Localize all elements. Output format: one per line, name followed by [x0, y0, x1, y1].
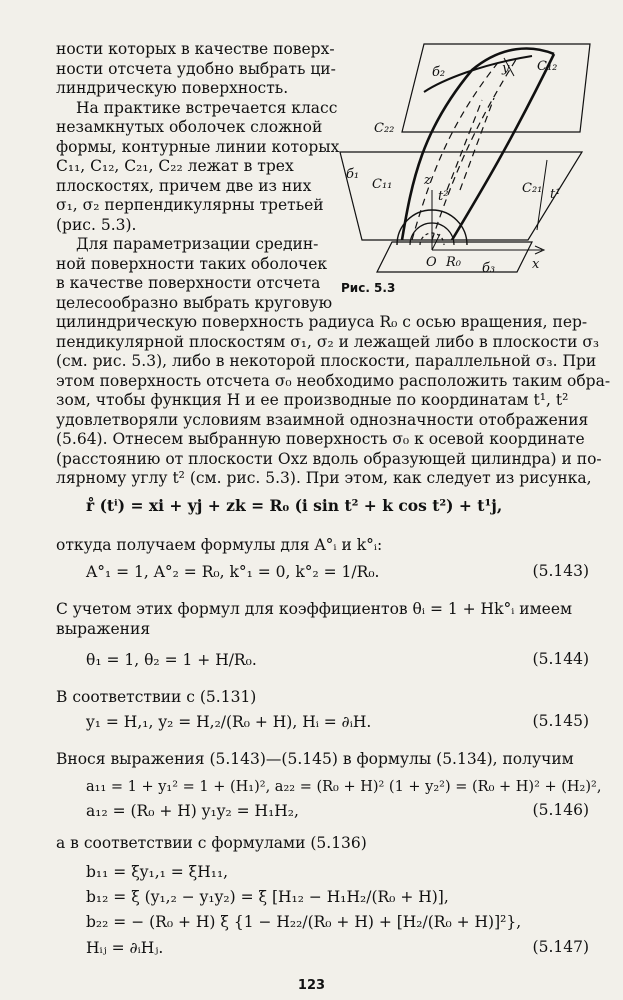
text-line: C₁₁, C₁₂, C₂₁, C₂₂ лежат в трех: [56, 157, 294, 175]
label-b1: б₁: [346, 167, 360, 182]
text-line: Для параметризации средин-: [76, 235, 319, 253]
text-line: этом поверхность отсчета σ₀ необходимо расположить таким обра-: [56, 371, 611, 390]
text-line: ности которых в качестве поверх-: [56, 40, 335, 58]
text-line: (5.64). Отнесем выбранную поверхность σ₀ к осевой координате: [56, 430, 585, 448]
formula-5-146-line2: a₁₂ = (R₀ + H) y₁y₂ = H₁H₂,: [86, 802, 299, 820]
body-paragraph: [56, 313, 611, 489]
formula-5-147-line3: b₂₂ = − (R₀ + H) ξ {1 − H₂₂/(R₀ + H) + [H₂/(R₀ + H)]²},: [86, 913, 522, 931]
equation-number: (5.146): [532, 801, 589, 819]
page-number: 123: [297, 978, 326, 993]
label-o: O: [426, 255, 437, 270]
label-t1: t¹: [550, 187, 561, 202]
label-c21: C₂₁: [522, 181, 543, 196]
text-line: удовлетворяли условиям взаимной однозначности отображения: [56, 410, 589, 429]
column-paragraph: [56, 40, 340, 313]
figure-caption: Рис. 5.3: [341, 281, 396, 295]
text-line: Внося выражения (5.143)—(5.145) в формулы (5.134), получим: [56, 750, 574, 768]
formula-5-143: A°₁ = 1, A°₂ = R₀, k°₁ = 0, k°₂ = 1/R₀.: [86, 563, 380, 581]
text-line: плоскостях, причем две из них: [56, 176, 312, 195]
text-line: незамкнутых оболочек сложной: [56, 118, 323, 136]
label-c22: C₂₂: [374, 121, 395, 136]
label-z: z: [424, 173, 431, 188]
text-line: (см. рис. 5.3), либо в некоторой плоскости, параллельной σ₃. При: [56, 352, 597, 370]
label-x: x: [532, 257, 540, 272]
formula-5-144: θ₁ = 1, θ₂ = 1 + H/R₀.: [86, 651, 257, 669]
text-line: выражения: [56, 619, 151, 638]
text-line: линдрическую поверхность.: [56, 79, 289, 97]
label-b3: б₃: [482, 261, 496, 276]
equation-number: (5.143): [532, 562, 589, 580]
text-line: (расстоянию от плоскости Oxz вдоль образующей цилиндра) и по-: [56, 449, 602, 468]
label-c12: C₁₂: [537, 59, 558, 74]
text-line: На практике встречается класс: [76, 98, 338, 117]
equation-number: (5.147): [532, 938, 589, 956]
formula-5-145: y₁ = H,₁, y₂ = H,₂/(R₀ + H), Hᵢ = ∂ᵢH.: [86, 713, 372, 731]
text-line: В соответствии с (5.131): [56, 688, 257, 706]
formula-position-vector: r̊ (tⁱ) = xi + yj + zk = R₀ (i sin t² + k cos t²) + t¹j,: [86, 496, 503, 515]
label-r0: R₀: [446, 255, 461, 270]
formula-5-147-line2: b₁₂ = ξ (y₁,₂ − y₁y₂) = ξ [H₁₂ − H₁H₂/(R₀ + H)],: [86, 888, 449, 906]
text-line: а в соответствии с формулами (5.136): [56, 834, 367, 852]
text-line: целесообразно выбрать круговую: [56, 293, 333, 312]
figure-5-3: [332, 40, 594, 288]
label-b2: б₂: [432, 65, 446, 80]
equation-number: (5.144): [532, 650, 589, 668]
text-line: цилиндрическую поверхность радиуса R₀ с осью вращения, пер-: [56, 313, 588, 331]
formula-5-147-line4: Hᵢⱼ = ∂ᵢHⱼ.: [86, 939, 164, 957]
label-y: y: [502, 61, 510, 76]
text-line: пендикулярной плоскостям σ₁, σ₂ и лежащей либо в плоскости σ₃: [56, 332, 600, 351]
body-paragraph: [56, 600, 592, 639]
text-line: ной поверхности таких оболочек: [56, 254, 328, 273]
text-line: С учетом этих формул для коэффициентов θᵢ = 1 + Hk°ᵢ имеем: [56, 600, 573, 618]
text-line: зом, чтобы функция H и ее производные по координатам t¹, t²: [56, 391, 569, 409]
text-line: в качестве поверхности отсчета: [56, 274, 321, 292]
text-line: откуда получаем формулы для A°ᵢ и k°ᵢ:: [56, 536, 383, 554]
text-line: σ₁, σ₂ перпендикулярны третьей: [56, 196, 324, 214]
equation-number: (5.145): [532, 712, 589, 730]
label-t2: t²: [438, 189, 449, 204]
text-line: (рис. 5.3).: [56, 215, 137, 234]
text-line: ности отсчета удобно выбрать ци-: [56, 59, 336, 78]
text-line: лярному углу t² (см. рис. 5.3). При этом, как следует из рисунка,: [56, 469, 592, 487]
formula-5-146-line1: a₁₁ = 1 + y₁² = 1 + (H₁)², a₂₂ = (R₀ + H)² (1 + y₂²) = (R₀ + H)² + (H₂)²,: [86, 779, 602, 795]
formula-5-147-line1: b₁₁ = ξy₁,₁ = ξH₁₁,: [86, 863, 229, 881]
label-c11: C₁₁: [372, 177, 393, 192]
text-line: формы, контурные линии которых: [56, 137, 340, 156]
